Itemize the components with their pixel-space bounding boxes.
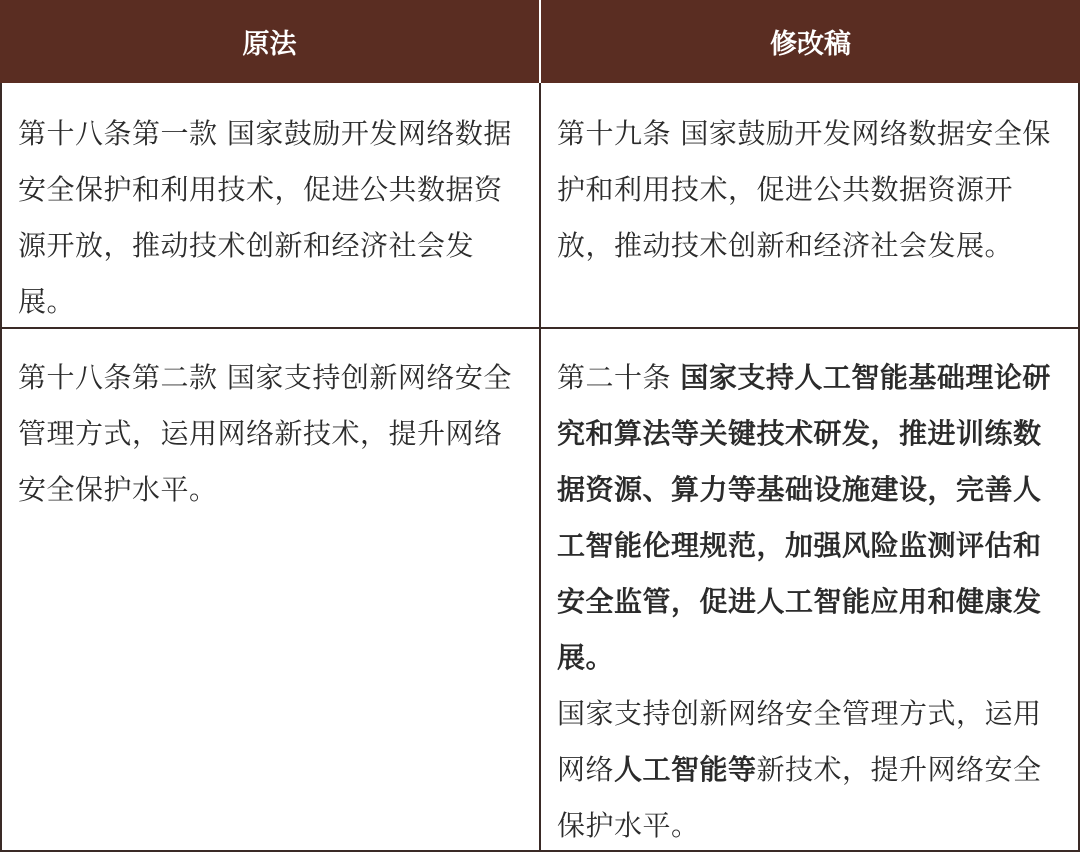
border-left [0, 83, 2, 852]
row2-revised-paragraph-1 [557, 350, 1062, 686]
row2-revised-text [557, 350, 1062, 854]
revised-text-part-a: 国家支持创新网络安全管理方式，运用网络 [557, 697, 1042, 786]
border-middle [539, 83, 541, 852]
header-original [0, 0, 539, 83]
added-text-bold-inline: 人工智能等 [614, 753, 757, 786]
header-original-label: 原法 [242, 29, 297, 60]
header-revised-label: 修改稿 [770, 29, 851, 60]
row2-original-text: 第十八条第二款 国家支持创新网络安全管理方式，运用网络新技术，提升网络安全保护水平。 [18, 361, 512, 506]
added-text-bold: 国家支持人工智能基础理论研究和算法等关键技术研发，推进训练数据资源、算力等基础设施建设，完善人工智能伦理规范，加强风险监测评估和安全监管，促进人工智能应用和健康发展。 [557, 361, 1051, 674]
row2-revised-paragraph-2 [557, 686, 1062, 854]
row1-revised-text: 第十九条 国家鼓励开发网络数据安全保护和利用技术，促进公共数据资源开放，推动技术创新和经济社会发展。 [557, 117, 1051, 262]
row1-original-text: 第十八条第一款 国家鼓励开发网络数据安全保护和利用技术，促进公共数据资源开放，推动技术创新和经济社会发展。 [18, 117, 512, 318]
header-revised [541, 0, 1080, 83]
article-number: 第二十条 [557, 361, 681, 394]
revised-text-part-c: 新技术，提升网络安全保护水平。 [557, 753, 1042, 842]
